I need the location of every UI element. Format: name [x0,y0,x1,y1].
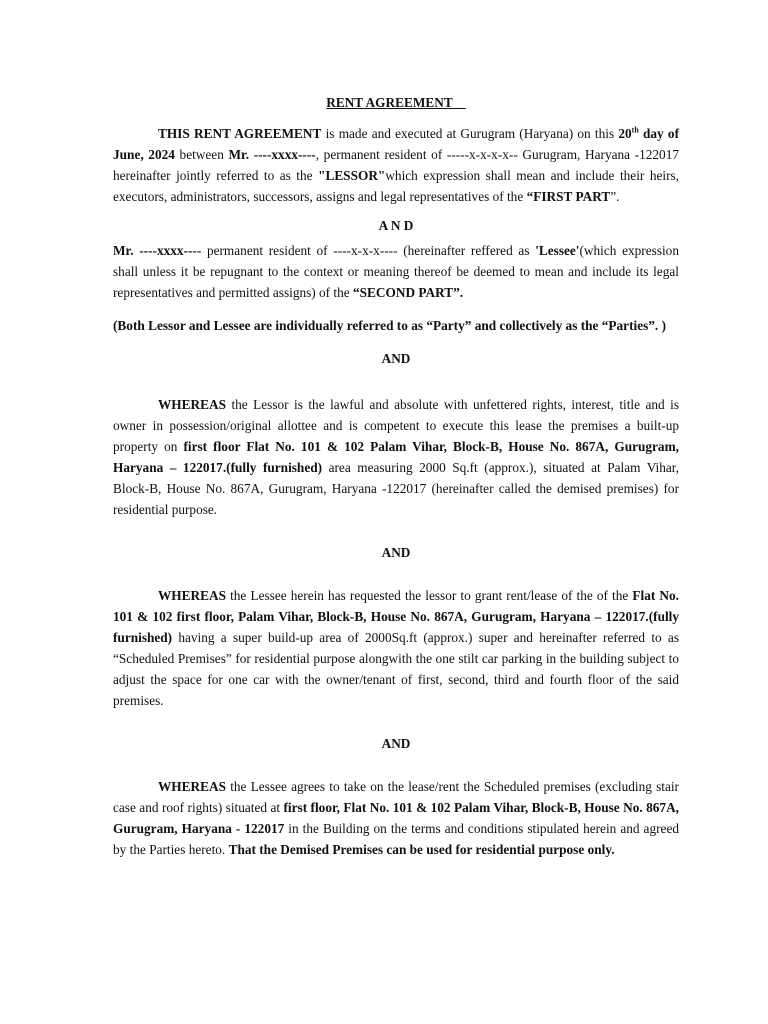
text: (which expression shall unless it be repugnant to the context or meaning thereof be deemed to mean and include its legal representatives and permitted assigns) of the [113,243,679,300]
text-bold: WHEREAS [158,588,226,603]
and-separator: AND [381,545,411,560]
text: the Lessee herein has requested the lessor to grant rent/lease of the of the [225,588,633,603]
text-bold: Flat No. 101 & 102 first floor, Palam Vihar, Block-B, House No. 867A, Gurugram, Haryana – 122017.(fully furnished) [113,588,679,645]
text-bold: Mr. ----xxxx---- [113,243,202,258]
text-bold: WHEREAS [158,779,226,794]
and-separator: AND [381,351,411,366]
text-bold: Mr. ----xxxx---- [228,147,316,162]
document-title: RENT AGREEMENT [326,95,466,110]
text-bold: WHEREAS [158,397,226,412]
text: having a super build-up area of 2000Sq.ft (approx.) super and hereinafter referred to as “Scheduled Premises” for residential purpose alongwith the one stilt car parking in the building subject to adjust the space for one car with the owner/tenant of first, second, third and fourth floor of the said premises. [113,630,679,708]
and-separator: AND [381,736,411,751]
text-bold: "LESSOR" [318,168,386,183]
text: in the Building on the terms and conditions stipulated herein and agreed by the Parties hereto. [113,821,679,857]
and-separator: A N D [378,218,414,233]
text: ”. [610,189,620,204]
text: , permanent resident of -----x-x-x-x-- Gurugram, Haryana -122017 hereinafter jointly referred to as the [113,147,680,183]
paragraph-whereas-lessor [113,394,679,520]
text-bold: That the Demised Premises can be used for residential purpose only. [228,842,615,857]
paragraph-party-definition: (Both Lessor and Lessee are individually referred to as “Party” and collectively as the “Parties”. ) [113,318,666,333]
text-bold: first floor Flat No. 101 & 102 Palam Vihar, Block-B, House No. 867A, Gurugram, Haryana – 122017.(fully furnished) [113,439,679,475]
text: area measuring 2000 Sq.ft (approx.), situated at Palam Vihar, Block-B, House No. 867A, Gurugram, Haryana -122017 (hereinafter called the demised premises) for residential purpose. [113,460,680,517]
paragraph-whereas-lessee-request [113,585,679,711]
text-bold: 20 [618,126,632,141]
document-body [113,92,679,860]
text-bold: “FIRST PART [526,189,611,204]
text: which expression shall mean and include their heirs, executors, administrators, successors, assigns and legal representatives of the [113,168,679,204]
text-bold: “SECOND PART”. [353,285,464,300]
text: the Lessor is the lawful and absolute with unfettered rights, interest, title and is owner in possession/original allottee and is competent to execute this lease the premises a built-up property on [113,397,679,454]
text: is made and executed at Gurugram (Haryana) on this [321,126,619,141]
paragraph-whereas-lessee-agrees [113,776,679,860]
text-bold: first floor, Flat No. 101 & 102 Palam Vihar, Block-B, House No. 867A, Gurugram, Haryana - 122017 [113,800,679,836]
text: permanent resident of ----x-x-x---- (hereinafter reffered as [201,243,536,258]
text-bold: THIS RENT AGREEMENT [158,126,322,141]
text-bold: day of June, 2024 [113,126,679,162]
text-bold: 'Lessee' [535,243,580,258]
paragraph-parties-lessee [113,240,679,303]
paragraph-parties-lessor [113,123,679,207]
text: between [174,147,229,162]
superscript: th [631,125,639,135]
text: the Lessee agrees to take on the lease/rent the Scheduled premises (excluding stair case and roof rights) situated at [113,779,679,815]
